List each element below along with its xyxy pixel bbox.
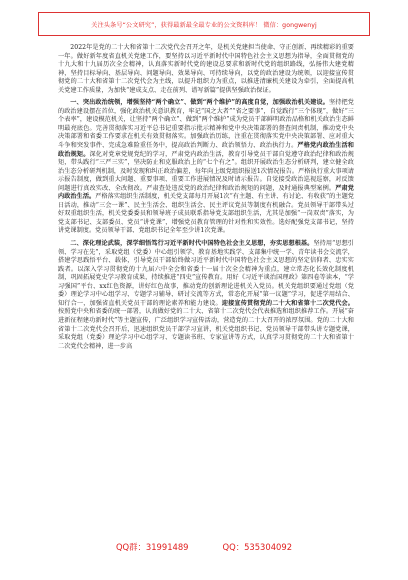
section-two-paragraph (58, 240, 354, 351)
section-one-text: 坚持把党的政治建设摆在首位，强化政治机关意识教育，牢记“国之大者”“省之要事”，自觉践行“三个体现”，做好“三个表率”，建设模范机关，让坚持“两个确立”、做到“两个维护”成为党员干部鲜明政治品格和机关政治生态鲜明最亮底色。完善贯彻落实习近平总书记重要指示批示精神和党中央决策部署的督查问责机制，推动党中央决策部署和省委工作要求在机关有效贯彻落实。加强政治历练，注重在贯彻落实党中央决策部署、应对重大斗争和突发事件、完成急难险重任务中，提高政治判断力、政治领悟力、政治执行力。 (58, 99, 354, 150)
section-one-paragraph (58, 99, 354, 236)
footer-qq: QQ：535304092 (222, 542, 293, 552)
section-two-heading: 二、深化理论武装，深学细悟笃行习近平新时代中国特色社会主义思想，夯实思想根基。 (70, 240, 314, 248)
section-one-subheading-discipline: 严格党内政治生活和政治规矩。 (58, 142, 354, 158)
header-banner (38, 12, 370, 36)
section-two-text: 坚持用“思想引领、学习在先”，采取党组（党委）中心组引领学、教育基地实践学、支部集中统一学、青年读书会交流学，搭建学思践悟平台、载体，引导党员干部始终做习近平新时代中国特色社会主义思想的坚定信仰者、忠实实践者。以深入学习贯彻党的十九届六中全会和省委十一届十次全会精神为重点，建立常态化长效化制度机制，巩固拓展党史学习教育成果，持续推进“四史”宣传教育。用好《习近平谈治国理政》第四卷等读本，“学习强国”平台、xx红色资源，讲好红色故事，推动党的创新理论进机关入党员。机关党组织要通过党组（党委）理论学习中心组学习、专题学习辅导、研讨交流等方式，常态化开展“第一议题”学习，促进学用结合、知行合一，加强省直机关党员干部的理论素养和能力建设。 (58, 240, 354, 307)
section-two-subheading-congress: 迎接宣传贯彻党的二十大和省第十二次党代会。 (221, 299, 354, 307)
section-one-text-life: 严格落实组织生活制度，机关党支部每月开展1次“有主题、有主讲、有讨论、有收获”的主题党日活动，推动“三会一课”、民主生活会、组织生活会、民主评议党员等制度有机融合。党员领导干部带头过好双重组织生活，机关党委委员和领导班子成员联系指导党支部组织生活，尤其是加强“一岗双责”落实，为党支部书记、支部委员、党员“讲党课”，增强党员教育管理的针对性和实效性。选好配强党支部书记，坚持讲党课制度。党员领导干部、党组织书记全年至少讲1次党课。 (58, 193, 354, 235)
banner-text: 关注头条号“公文研究”，获得最新最全最专业的公文资料库！ 微信：gongwenyj (91, 21, 317, 29)
section-one-text-discipline: 深化对党章党规党纪的学习，严肃党内政治生活，教育引导党员干部自觉遵守政治纪律和政治规矩，带头践行“三严三实”，坚决防止和克服政治上的“七个有之”。组织开展政治生态分析研判，建立健全政治生态分析研判机制，及时发现和纠正政治偏差，每年向上级党组织报送1次情况报告。严格执行重大事项请示报告制度，做到重大问题、重要事项、重要工作进展情况及时请示报告。自觉接受政治巡视巡察，对反馈问题进行真改实改、全改彻改。严肃查处违反党的政治纪律和政治规矩的问题，及时通报典型案例。 (58, 150, 354, 192)
section-one-heading: 一、突出政治统领，增强坚持“两个确立”、做到“两个维护”的高度自觉，加强政治机关建设。 (70, 99, 330, 107)
footer-qq-group: QQ群：31991489 (115, 542, 189, 552)
section-one-subheading-life: 严肃党内政治生活。 (58, 184, 354, 201)
intro-paragraph: 2022年是党的二十大和省第十二次党代会召开之年，是机关党建担当使命、守正创新、再续精彩的重要一年。做好新年度省直机关党建工作，要坚持以习近平新时代中国特色社会主义思想为指导，全面贯彻党的十九大和十九届历次全会精神，认真落实新时代党的建设总要求和新时代党的组织路线，弘扬伟大建党精神，坚持目标导向、基层导向、问题导向、效果导向、可持续导向，以党的政治建设为统领，以迎接宣传贯彻党的二十大和省第十二次党代会为主线，以提升组织力为重点，以推进清廉机关建设为牵引，全面提高机关党建工作质量，为加快“建成支点、走在前列、谱写新篇”提供坚强政治保证。 (58, 44, 354, 94)
section-two-text-congress: 按照党中央和省委的统一部署，认真做好党的二十大、省第十二次党代会代表推选和组织推荐工作。开展“奋进新征程建功新时代”等主题宣传，广泛组织学习宣传活动，营造党的二十大召开的浓厚氛围。党的二十大和省第十二次党代会召开后，迅速组织党员干部学习宣讲，机关党组织书记、党员领导干部带头讲专题党课，采取党组（党委）理论学习中心组学习、专题读书班、专家宣讲等方式，认真学习贯彻党的二十大和省第十二次党代会精神，进一步高 (58, 308, 354, 350)
footer-contact (0, 541, 408, 553)
document-body (58, 44, 354, 351)
